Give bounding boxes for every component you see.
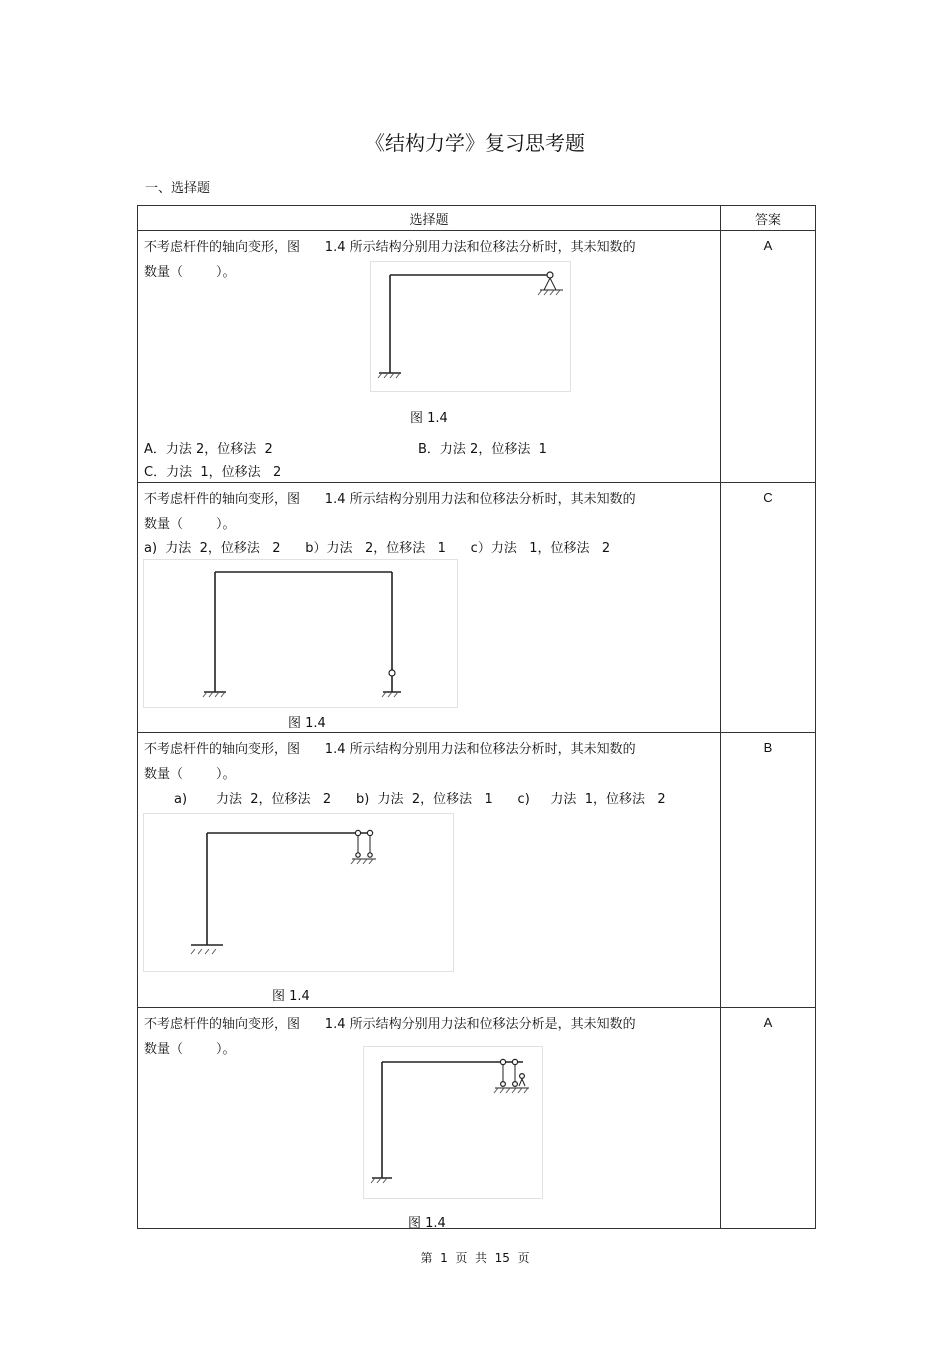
question-cell-1 (138, 231, 721, 483)
answer-cell-1 (721, 231, 816, 483)
frame-link-support-diagram-icon (143, 813, 455, 973)
question-line: 不考虑杆件的轴向变形，图 1.4 所示结构分别用力法和位移法分析时，其未知数的 (144, 492, 636, 507)
question-line: 数量（ ）。 (144, 767, 236, 782)
question-line: 数量（ ）。 (144, 517, 236, 532)
question-cell-2 (138, 483, 721, 733)
question-line: 数量（ ）。 (144, 1042, 236, 1057)
question-text (138, 733, 720, 787)
frame-fixed-pin-diagram-icon (370, 261, 572, 393)
question-text (138, 483, 720, 537)
table-row (138, 1008, 816, 1229)
answer-value: C (763, 490, 773, 505)
figure-caption: 图 1.4 (410, 411, 448, 426)
question-cell-3 (138, 733, 721, 1008)
answer-cell-4 (721, 1008, 816, 1229)
option-a: A．力法 2，位移法 2 (144, 442, 273, 457)
question-table (137, 205, 816, 1229)
frame-double-link-diagram-icon (363, 1046, 544, 1200)
figure-caption: 图 1.4 (408, 1216, 446, 1231)
question-line: 数量（ ）。 (144, 265, 236, 280)
option-c: C．力法 1，位移法 2 (144, 465, 282, 480)
answer-cell-2 (721, 483, 816, 733)
header-question: 选择题 (138, 206, 721, 231)
table-row (138, 733, 816, 1008)
question-line: 不考虑杆件的轴向变形，图 1.4 所示结构分别用力法和位移法分析时，其未知数的 (144, 742, 636, 757)
question-cell-4 (138, 1008, 721, 1229)
figure-caption: 图 1.4 (288, 716, 326, 731)
question-line: 不考虑杆件的轴向变形，图 1.4 所示结构分别用力法和位移法分析是，其未知数的 (144, 1017, 636, 1032)
section-heading: 一、选择题 (145, 181, 211, 196)
option-b: B．力法 2，位移法 1 (418, 442, 547, 457)
page-title: 《结构力学》复习思考题 (365, 131, 585, 155)
table-row (138, 231, 816, 483)
question-line: 不考虑杆件的轴向变形，图 1.4 所示结构分别用力法和位移法分析时，其未知数的 (144, 240, 636, 255)
options-line: a) 力法 2，位移法 2 b）力法 2，位移法 1 c）力法 1，位移法 2 (144, 541, 611, 556)
table-row (138, 483, 816, 733)
header-answer: 答案 (721, 206, 816, 231)
answer-value: B (763, 740, 773, 755)
options-line: a) 力法 2，位移法 2 b) 力法 2，位移法 1 c) 力法 1，位移法 2 (174, 792, 666, 807)
table-header-row (138, 206, 816, 231)
portal-frame-diagram-icon (143, 559, 459, 709)
answer-value: A (763, 1015, 773, 1030)
answer-value: A (763, 238, 773, 253)
answer-cell-3 (721, 733, 816, 1008)
page-footer: 第 1 页 共 15 页 (420, 1251, 530, 1265)
figure-caption: 图 1.4 (272, 989, 310, 1004)
